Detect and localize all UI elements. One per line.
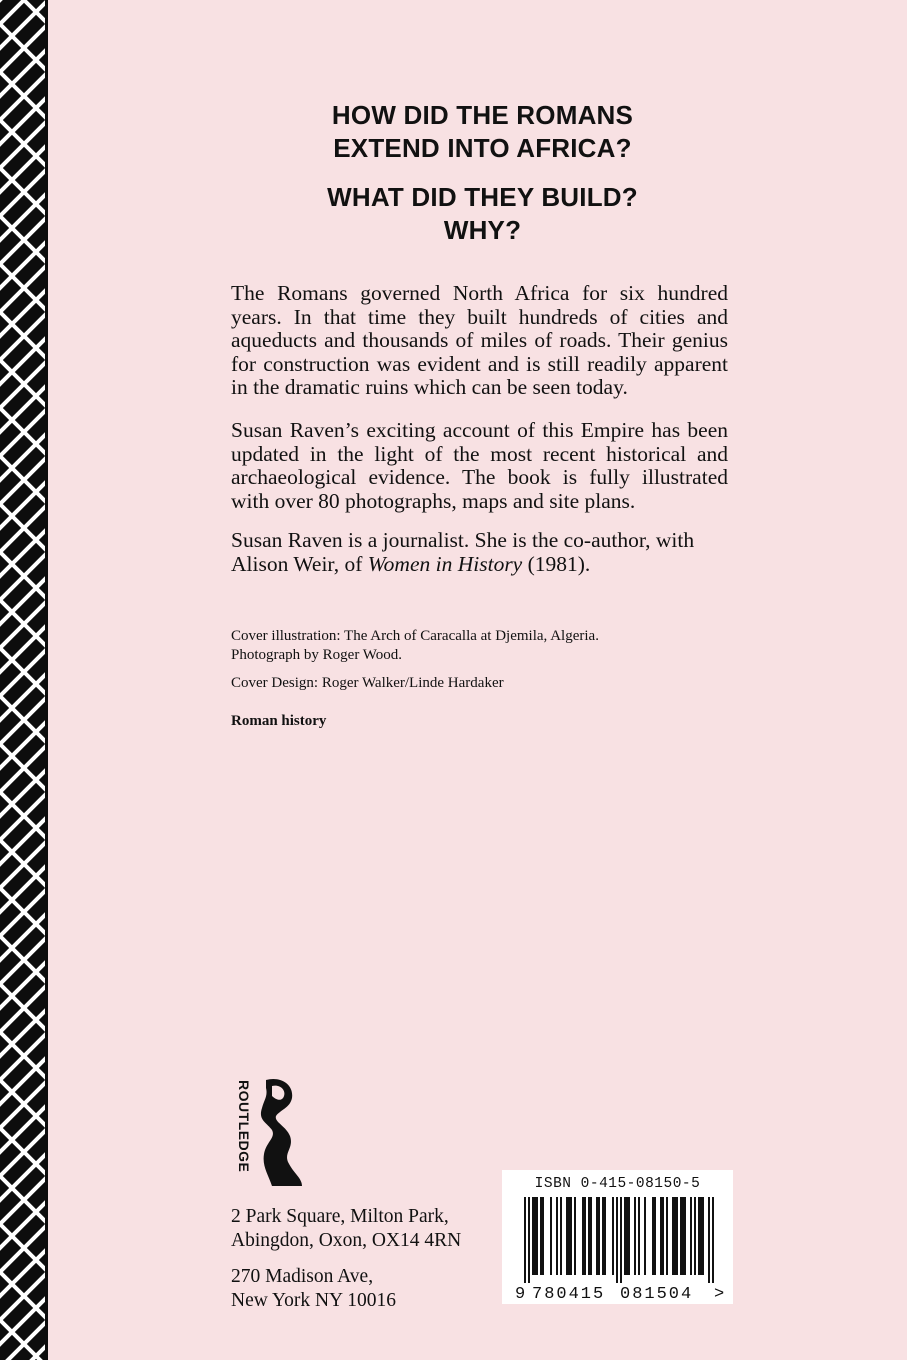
barcode-bar (570, 1197, 572, 1275)
author-bio-text: Susan Raven is a journalist. She is the co-author, with Alison Weir, of (231, 528, 695, 576)
ean-right-group: 081504 (620, 1285, 694, 1304)
barcode-bar (712, 1197, 714, 1283)
book-title-italic: Women in History (367, 551, 523, 576)
barcode-bar (694, 1197, 696, 1275)
cover-illustration-credit (231, 627, 599, 665)
logo-wordmark: ROUTLEDGE (236, 1080, 252, 1173)
barcode-bar (532, 1197, 534, 1275)
barcode-bar (662, 1197, 664, 1275)
headline-line-3: WHAT DID THEY BUILD? (327, 182, 638, 212)
barcode-bar (638, 1197, 640, 1275)
barcode-bars (524, 1197, 714, 1283)
barcode-bar (590, 1197, 592, 1275)
barcode-bar (612, 1197, 614, 1275)
barcode-bar (680, 1197, 682, 1275)
routledge-logo (228, 1078, 308, 1188)
barcode-bar (654, 1197, 656, 1275)
barcode-bar (700, 1197, 702, 1275)
barcode-bar (626, 1197, 628, 1275)
barcode-bar (566, 1197, 568, 1275)
address-uk-line-1: 2 Park Square, Milton Park, (231, 1206, 449, 1227)
publisher-address-us (231, 1265, 396, 1313)
barcode-bar (584, 1197, 586, 1275)
barcode-bar (588, 1197, 590, 1275)
barcode-bar (536, 1197, 538, 1275)
barcode-bar (574, 1197, 576, 1275)
barcode-bar (652, 1197, 654, 1275)
barcode-bar (624, 1197, 626, 1275)
barcode-bar (674, 1197, 676, 1275)
barcode-bar (666, 1197, 668, 1275)
blurb-paragraph-2: Susan Raven’s exciting account of this Empire has been updated in the light of the most recent historical and archaeological evidence. The book is fully illustrated with over 80 photographs, maps and site plans. (231, 418, 728, 513)
address-uk-line-2: Abingdon, Oxon, OX14 4RN (231, 1230, 462, 1251)
barcode-bar (628, 1197, 630, 1275)
blurb-paragraph-1: The Romans governed North Africa for six hundred years. In that time they built hundreds of cities and aqueducts and thousands of miles of roads. Their genius for construction was evident and is still readily apparent in the dramatic ruins which can be seen today. (231, 281, 728, 399)
isbn-barcode (502, 1170, 733, 1304)
address-us-line-1: 270 Madison Ave, (231, 1266, 374, 1287)
publisher-address-uk (231, 1205, 461, 1253)
barcode-bar (672, 1197, 674, 1275)
decorative-border (0, 0, 48, 1360)
barcode-bar (644, 1197, 646, 1275)
barcode-bar (634, 1197, 636, 1275)
barcode-bar (708, 1197, 710, 1283)
headline-line-2: EXTEND INTO AFRICA? (333, 133, 632, 163)
barcode-bar (616, 1197, 618, 1283)
barcode-bar (698, 1197, 700, 1275)
barcode-bar (540, 1197, 542, 1275)
barcode-bar (690, 1197, 692, 1275)
headline-line-4: WHY? (443, 215, 522, 245)
barcode-bar (528, 1197, 530, 1283)
author-bio-year: (1981). (522, 551, 591, 576)
barcode-bar (542, 1197, 544, 1275)
barcode-bar (556, 1197, 558, 1275)
barcode-bar (598, 1197, 600, 1275)
barcode-bar (620, 1197, 622, 1283)
blurb-paragraph-3 (231, 529, 728, 576)
barcode-bar (582, 1197, 584, 1275)
subject-category: Roman history (231, 713, 327, 729)
cover-design-credit: Cover Design: Roger Walker/Linde Hardaker (231, 675, 504, 691)
headline-line-1: HOW DID THE ROMANS (331, 100, 634, 130)
barcode-bar (684, 1197, 686, 1275)
barcode-bar (682, 1197, 684, 1275)
cover-illustration-line-1: Cover illustration: The Arch of Caracalla at Djemila, Algeria. (231, 628, 599, 644)
barcode-graphic (502, 1170, 733, 1304)
quiet-zone-mark: > (714, 1285, 725, 1304)
barcode-bar (560, 1197, 562, 1275)
barcode-bar (596, 1197, 598, 1275)
barcode-bar (602, 1197, 604, 1275)
barcode-bar (524, 1197, 526, 1283)
barcode-bar (702, 1197, 704, 1275)
headline-question-1 (220, 99, 745, 165)
barcode-bar (550, 1197, 552, 1275)
ean-left-group: 780415 (532, 1285, 606, 1304)
barcode-bar (534, 1197, 536, 1275)
barcode-bar (676, 1197, 678, 1275)
cover-illustration-line-2: Photograph by Roger Wood. (231, 647, 403, 663)
ean-first-digit: 9 (515, 1285, 526, 1304)
barcode-bar (660, 1197, 662, 1275)
headline-question-2 (220, 181, 745, 247)
barcode-bar (568, 1197, 570, 1275)
barcode-bar (604, 1197, 606, 1275)
isbn-label: ISBN 0-415-08150-5 (534, 1176, 701, 1192)
address-us-line-2: New York NY 10016 (231, 1290, 397, 1311)
